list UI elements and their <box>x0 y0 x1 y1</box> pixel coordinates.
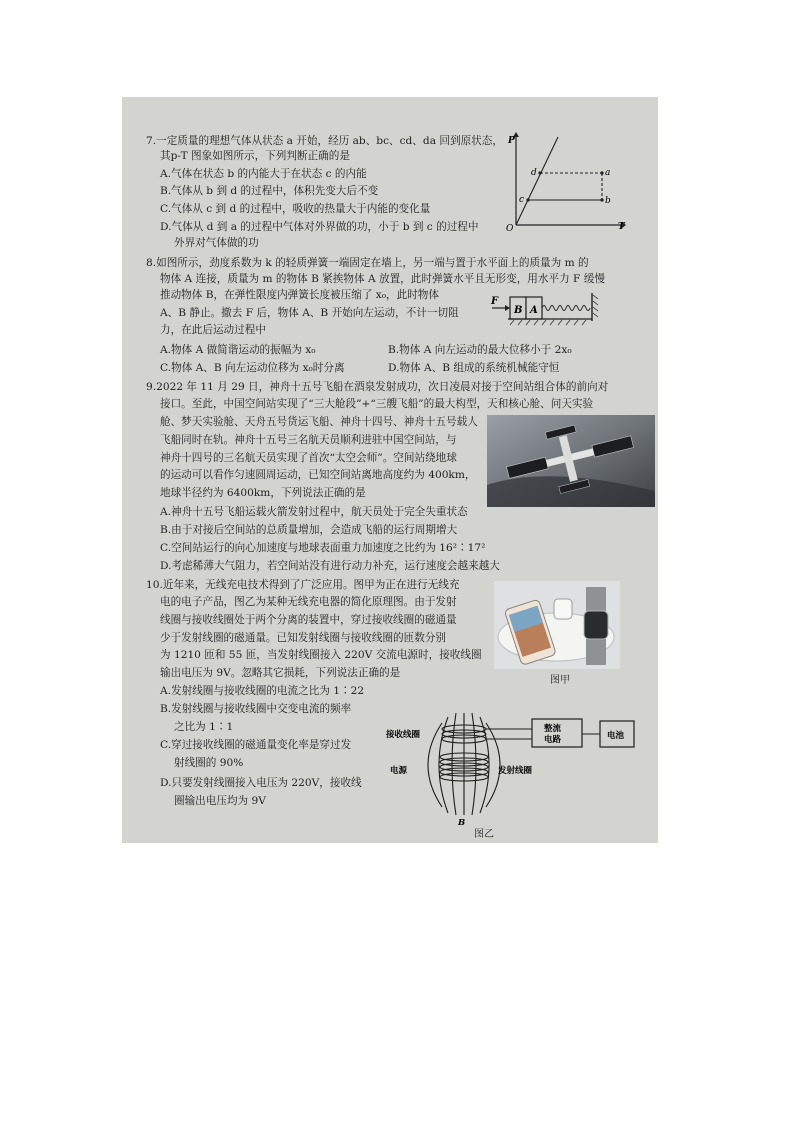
power-label: 电源 <box>390 766 408 776</box>
graph-label-t: T <box>618 222 625 231</box>
q10-stem-line2: 电的电子产品，图乙为某种无线充电器的简化原理图。由于发射 <box>160 596 457 608</box>
wireless-charger-diagram <box>386 707 636 827</box>
graph-label-p: P <box>508 136 515 146</box>
q7-option-c: C.气体从 c 到 d 的过程中，吸收的热量大于内能的变化量 <box>160 203 431 215</box>
q10-option-d-line1: D.只要发射线圈接入电压为 220V，接收线 <box>160 777 362 789</box>
q9-option-a: A.神舟十五号飞船运载火箭发射过程中，航天员处于完全失重状态 <box>160 506 468 518</box>
b-field-label: B <box>458 818 466 827</box>
q8-option-c: C.物体 A、B 向左运动位移为 x₀时分离 <box>160 362 345 374</box>
q7-option-a: A.气体在状态 b 的内能大于在状态 c 的内能 <box>160 168 367 180</box>
q7-option-d-line2: 外界对气体做的功 <box>174 237 259 249</box>
graph-label-a: a <box>605 168 611 178</box>
q10-stem-line5: 为 1210 匝和 55 匝，当发射线圈接入 220V 交流电源时，接收线圈 <box>160 649 482 661</box>
q8-option-d: D.物体 A、B 组成的系统机械能守恒 <box>388 362 560 374</box>
q10-option-c-line2: 射线圈的 90% <box>174 757 244 769</box>
figure-jia-caption: 图甲 <box>550 675 570 686</box>
q10-stem-line6: 输出电压为 9V。忽略其它损耗，下列说法正确的是 <box>160 667 401 679</box>
q10-option-b-line1: B.发射线圈与接收线圈中交变电流的频率 <box>160 703 352 715</box>
wireless-charging-photo <box>494 581 620 669</box>
q9-stem-line1: 9.2022 年 11 月 29 日，神舟十五号飞船在酒泉发射成功，次日凌晨对接于空间站组合体的前向对 <box>146 381 609 393</box>
graph-label-c: c <box>519 195 525 205</box>
force-label: F <box>491 296 499 307</box>
rectifier-label-1: 整流 <box>544 724 562 734</box>
q7-stem-line2: 其p-T 图象如图所示，下列判断正确的是 <box>160 150 350 162</box>
scanned-page <box>122 97 658 843</box>
figure-yi-caption: 图乙 <box>474 829 494 840</box>
q9-option-b: B.由于对接后空间站的总质量增加，会造成飞船的运行周期增大 <box>160 524 458 536</box>
receiver-coil-label: 接收线圈 <box>386 730 421 740</box>
block-a-label: A <box>530 305 538 316</box>
q10-option-b-line2: 之比为 1∶1 <box>174 721 234 733</box>
q9-stem-line4: 飞船同时在轨。神舟十五号三名航天员顺利进驻中国空间站，与 <box>160 434 457 446</box>
q7-stem-line1: 7.一定质量的理想气体从状态 a 开始，经历 ab、bc、cd、da 回到原状态， <box>146 135 503 147</box>
rectifier-label-2: 电路 <box>544 735 562 745</box>
q8-option-b: B.物体 A 向左运动的最大位移小于 2x₀ <box>388 344 572 356</box>
graph-label-o: O <box>506 224 514 231</box>
q8-stem-line5: 力，在此后运动过程中 <box>160 324 266 336</box>
q9-stem-line5: 神舟十四号的三名航天员实现了首次“太空会师”。空间站绕地球 <box>160 452 457 464</box>
q9-stem-line6: 的运动可以看作匀速圆周运动，已知空间站离地高度约为 400km， <box>160 469 476 481</box>
q9-option-d: D.考虑稀薄大气阻力，若空间站没有进行动力补充，运行速度会越来越大 <box>160 560 500 572</box>
spring-block-figure <box>490 289 602 327</box>
q10-option-d-line2: 圈输出电压均为 9V <box>174 795 266 807</box>
graph-label-b: b <box>605 196 611 206</box>
q10-stem-line1: 10.近年来，无线充电技术得到了广泛应用。图甲为正在进行无线充 <box>146 579 460 591</box>
q10-stem-line3: 线圈与接收线圈处于两个分离的装置中，穿过接收线圈的磁通量 <box>160 614 457 626</box>
q8-stem-line1: 8.如图所示，劲度系数为 k 的轻质弹簧一端固定在墙上，另一端与置于水平面上的质量为 m 的 <box>146 257 589 269</box>
q9-option-c: C.空间站运行的向心加速度与地球表面重力加速度之比约为 16²∶17² <box>160 542 486 554</box>
q10-option-c-line1: C.穿过接收线圈的磁通量变化率是穿过发 <box>160 739 352 751</box>
pt-graph <box>506 131 626 231</box>
block-b-label: B <box>514 305 523 316</box>
q8-option-a: A.物体 A 做简谐运动的振幅为 x₀ <box>160 344 316 356</box>
q10-option-a: A.发射线圈与接收线圈的电流之比为 1∶22 <box>160 685 365 697</box>
q9-stem-line3: 舱、梦天实验舱、天舟五号货运飞船、神舟十四号、神舟十五号载人 <box>160 416 478 428</box>
q8-stem-line4: A、B 静止。撤去 F 后，物体 A、B 开始向左运动，不计一切阻 <box>160 307 459 319</box>
q7-option-d-line1: D.气体从 d 到 a 的过程中气体对外界做的功，小于 b 到 c 的过程中 <box>160 221 479 233</box>
q9-stem-line7: 地球半径约为 6400km，下列说法正确的是 <box>160 487 366 499</box>
graph-label-d: d <box>531 168 537 178</box>
transmitter-coil-label: 发射线圈 <box>498 766 533 776</box>
q8-stem-line3: 推动物体 B，在弹性限度内弹簧长度被压缩了 x₀，此时物体 <box>160 289 439 301</box>
space-station-photo <box>487 415 655 507</box>
q7-option-b: B.气体从 b 到 d 的过程中，体积先变大后不变 <box>160 185 379 197</box>
battery-label: 电池 <box>607 731 625 741</box>
q9-stem-line2: 接口。至此，中国空间站实现了“三大舱段”+“三艘飞船”的最大构型，天和核心舱、问天实验 <box>160 398 594 410</box>
q10-stem-line4: 少于发射线圈的磁通量。已知发射线圈与接收线圈的匝数分别 <box>160 632 447 644</box>
q8-stem-line2: 物体 A 连接，质量为 m 的物体 B 紧挨物体 A 放置，此时弹簧水平且无形变，用水平力 F 缓慢 <box>160 273 605 285</box>
